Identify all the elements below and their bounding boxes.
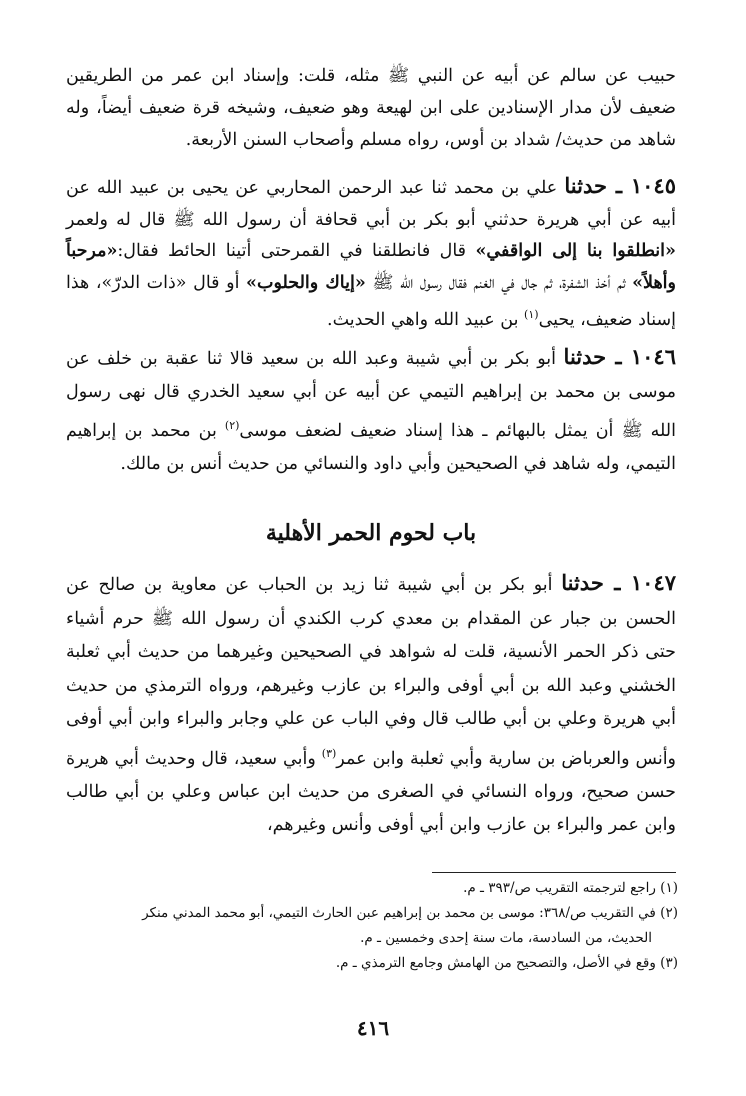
hadith-text: أبو بكر بن أبي شيبة ثنا زيد بن الحباب عن معاوية بن صالح عن الحسن بن جبار عن المقدام بن معدي كرب الكندي أن رسول الله ﷺ حرم أشياء حتى ذكر الحمر الأنسية، قلت له شواهد في الصحيحين وغيرهما من حديث أبي ثعلبة الخشني وعبد الله بن أبي أوفى والبراء بن عازب وغيرهم، ورواه الترمذي من حديث أبي هريرة وعلي بن أبي طالب قال وفي الباب عن علي وجابر والبراء وابن أبي أوفى وأنس والعرباض بن سارية وأبي ثعلبة وابن عمر xyxy=(66,575,677,769)
footnote-separator xyxy=(432,872,676,873)
hadith-text: بن عبيد الله واهي الحديث. xyxy=(327,309,525,330)
hadith-text: وأبي سعيد، قال وحديث أبي هريرة حسن صحيح، ورواه النسائي في الصغرى من حديث ابن عباس وعلي بن أبي طالب وابن عمر والبراء بن عازب وابن أبي أوفى وأنس وغيرهم، xyxy=(66,748,676,836)
hadith-number: ١٠٤٥ ـ حدثنا xyxy=(564,173,676,198)
hadith-text: بن محمد بن إبراهيم التيمي، وله شاهد في الصحيحين وأبي داود والنسائي من حديث أنس بن مالك. xyxy=(66,420,676,474)
hadith-text: علي بن محمد ثنا عبد الرحمن المحاربي عن يحيى بن عبيد الله عن أبيه عن أبي هريرة حدثني أبو بكر بن أبي قحافة أن رسول الله ﷺ قال له ولعمر xyxy=(66,178,676,230)
footnote-ref: (٢) xyxy=(224,419,240,432)
footnote-ref: (٣) xyxy=(321,746,337,760)
hadith-1047 xyxy=(66,566,676,843)
footnote-2-continued: الحديث، من السادسة، مات سنة إحدى وخمسين ـ م. xyxy=(360,930,652,946)
prophetic-quote: «إياك والحلوب» xyxy=(246,272,366,293)
continuation-paragraph xyxy=(66,60,676,156)
hadith-1046 xyxy=(66,340,676,481)
footnotes xyxy=(66,876,678,976)
prophetic-quote: «مرحباً وأهلاً» xyxy=(66,241,676,293)
footnote-1: (١) راجع لترجمته التقريب ص/٣٩٣ ـ م. xyxy=(463,880,678,896)
prophetic-quote: «انطلقوا بنا إلى الواقفي» xyxy=(475,241,676,261)
hadith-1045 xyxy=(66,170,676,336)
hadith-text: قال فانطلقنا في القمرحتى أتينا الحائط فقال: xyxy=(117,241,476,261)
hadith-number: ١٠٤٦ ـ حدثنا xyxy=(563,344,676,369)
hadith-text: ثم أخذ الشفرة، ثم جال في الغنم فقال رسول الله ﷺ xyxy=(365,272,633,293)
footnote-2: (٢) في التقريب ص/٣٦٨: موسى بن محمد بن إبراهيم عبن الحارث التيمي، أبو محمد المدني منكر xyxy=(142,905,678,921)
chapter-heading: باب لحوم الحمر الأهلية xyxy=(265,520,477,546)
hadith-text: أو قال «ذات الدرّ»، هذا إسناد ضعيف، يحيى xyxy=(66,272,676,330)
top-paragraph: حبيب عن سالم عن أبيه عن النبي ﷺ مثله، قلت: وإسناد ابن عمر من الطريقين ضعيف لأن مدار الإسنادين على ابن لهيعة وهو ضعيف، وشيخه قرة ضعيف أيضاً، وله شاهد من حديث/ شداد بن أوس، رواه مسلم وأصحاب السنن الأربعة. xyxy=(66,66,676,150)
hadith-text: أبو بكر بن أبي شيبة وعبد الله بن سعيد قالا ثنا عقبة بن خلف عن موسى بن محمد بن إبراهيم التيمي عن أبيه عن أبي سعيد الخدري قال نهى رسول الله ﷺ أن يمثل بالبهائم ـ هذا إسناد ضعيف لضعف موسى xyxy=(66,349,676,441)
hadith-number: ١٠٤٧ ـ حدثنا xyxy=(561,570,677,595)
footnote-3: (٣) وقع في الأصل، والتصحيح من الهامش وجامع الترمذي ـ م. xyxy=(335,955,678,971)
footnote-ref: (١) xyxy=(524,308,539,321)
page-number: ٤١٦ xyxy=(356,1016,390,1040)
